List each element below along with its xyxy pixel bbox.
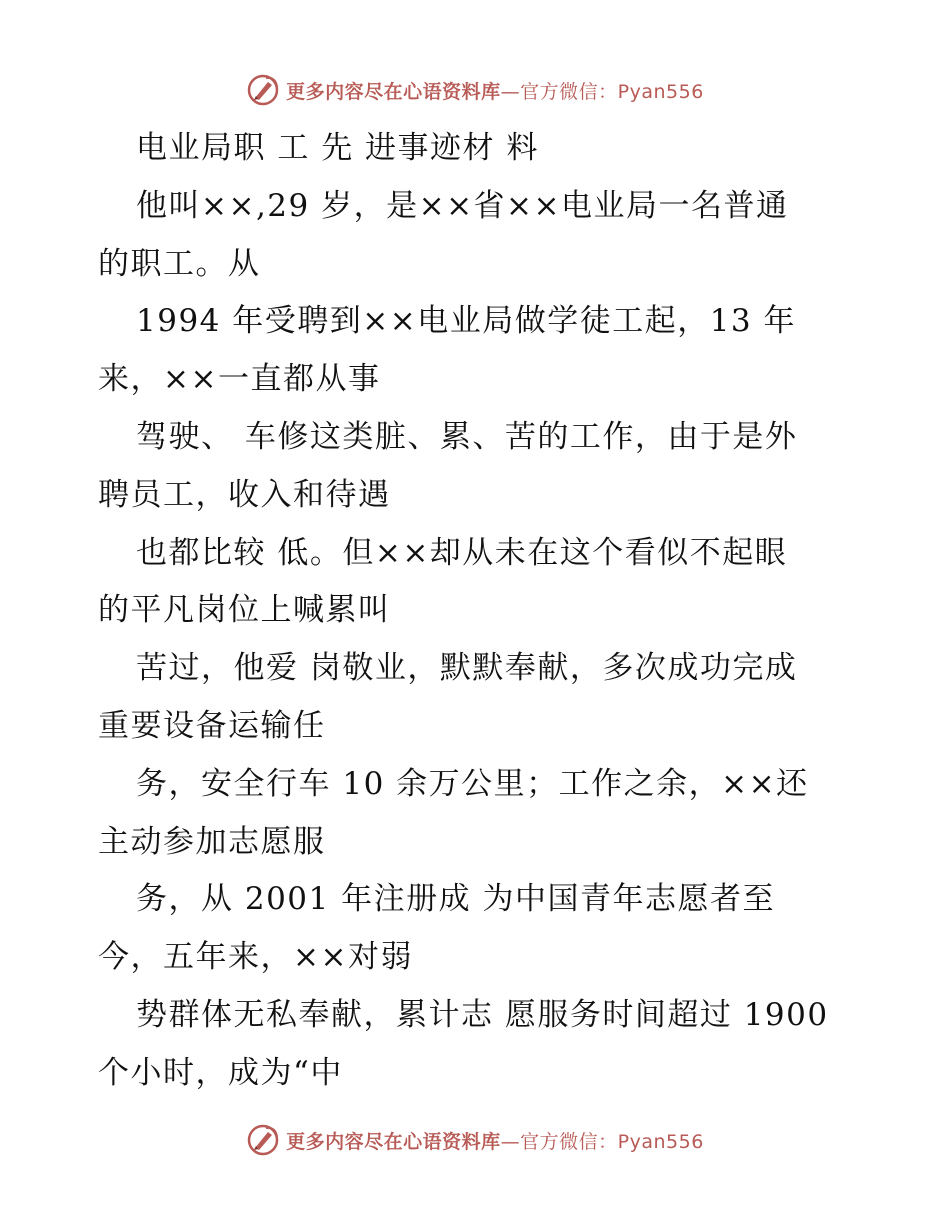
text-line: 1994 年受聘到××电业局做学徒工起，13 年 <box>136 303 796 340</box>
text-line: 的职工。从 <box>98 245 261 282</box>
banner-text <box>286 1127 704 1154</box>
banner-content <box>246 73 704 107</box>
text-line: 他叫××,29 岁，是××省××电业局一名普通 <box>136 187 789 224</box>
banner-main-text: 更多内容尽在心语资料库 <box>286 80 501 103</box>
text-line: 重要设备运输任 <box>98 707 326 744</box>
banner-separator: — <box>500 80 521 103</box>
text-line: 势群体无私奉献，累计志 愿服务时间超过 1900 <box>136 996 829 1033</box>
header-banner <box>0 70 950 110</box>
text-line: 个小时，成为“中 <box>98 1054 343 1091</box>
text-line: 的平凡岗位上喊累叫 <box>98 592 391 629</box>
banner-content <box>246 1123 704 1157</box>
banner-main-text: 更多内容尽在心语资料库 <box>286 1130 501 1153</box>
quill-pen-logo-icon <box>246 1123 280 1157</box>
text-line: 主动参加志愿服 <box>98 823 326 860</box>
text-line: 务，安全行车 10 余万公里；工作之余，××还 <box>136 765 809 802</box>
text-line: 务，从 2001 年注册成 为中国青年志愿者至 <box>136 881 775 918</box>
footer-banner <box>0 1120 950 1160</box>
banner-contact-text: 官方微信：Pyan556 <box>520 80 704 103</box>
banner-separator: — <box>500 1130 521 1153</box>
text-line: 驾驶、 车修这类脏、累、苦的工作，由于是外 <box>136 418 798 455</box>
text-line: 电业局职 工 先 进事迹材 料 <box>136 130 539 166</box>
banner-contact-text: 官方微信：Pyan556 <box>520 1130 704 1153</box>
text-line: 今，五年来，××对弱 <box>98 939 413 976</box>
text-line: 聘员工，收入和待遇 <box>98 476 391 513</box>
document-body <box>98 120 858 1103</box>
text-line: 也都比较 低。但××却从未在这个看似不起眼 <box>136 534 788 571</box>
banner-text <box>286 77 704 104</box>
quill-pen-logo-icon <box>246 73 280 107</box>
text-line: 苦过，他爱 岗敬业，默默奉献，多次成功完成 <box>136 650 798 687</box>
text-line: 来，××一直都从事 <box>98 361 381 398</box>
